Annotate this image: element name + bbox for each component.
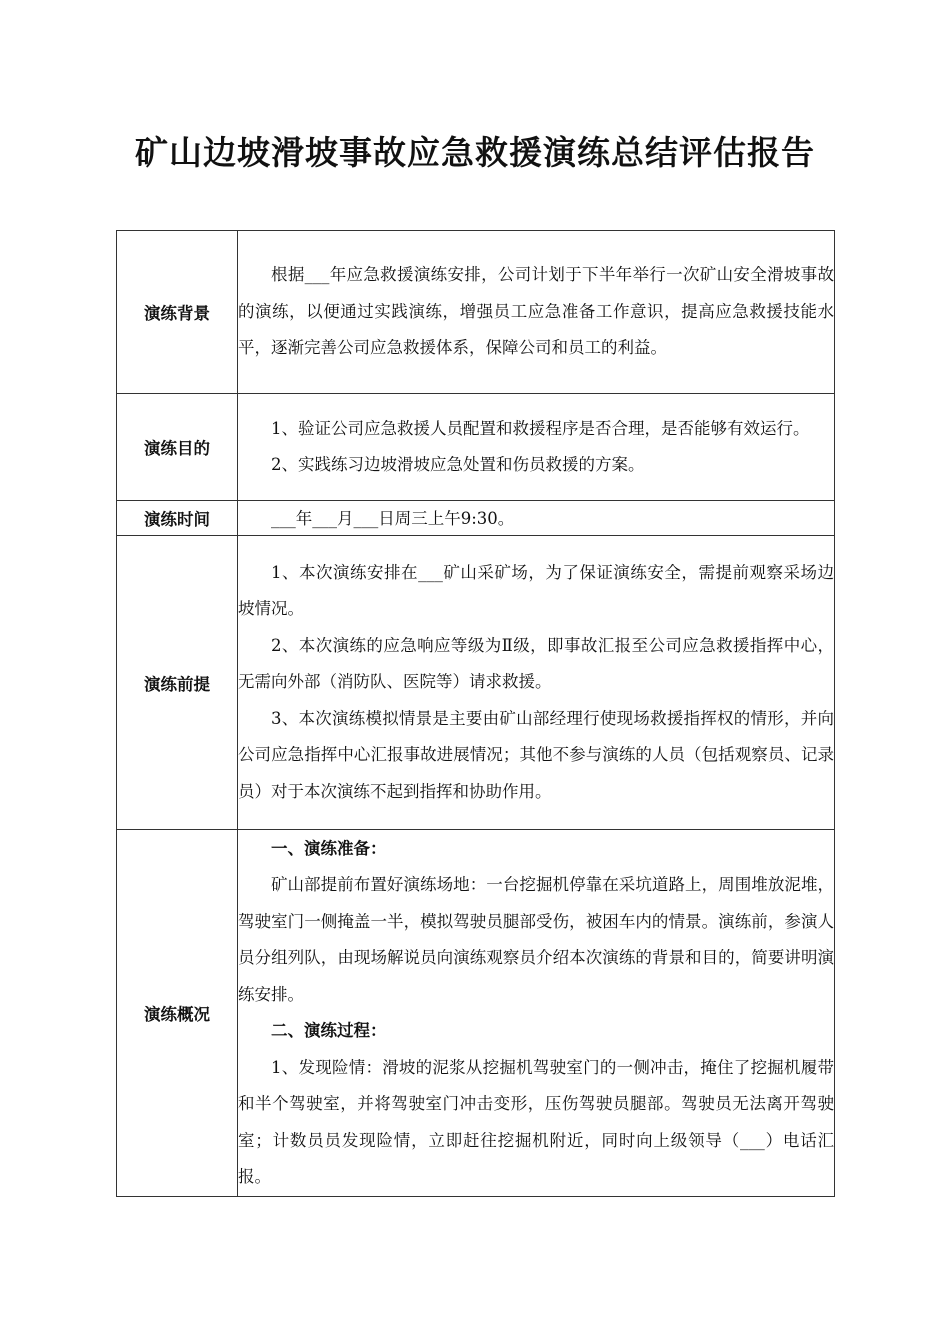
section-heading: 二、演练过程：	[271, 1021, 387, 1040]
content-background	[238, 231, 835, 394]
paragraph: 矿山部提前布置好演练场地：一台挖掘机停靠在采坑道路上，周围堆放泥堆，驾驶室门一侧掩盖一半，模拟驾驶员腿部受伤，被困车内的情景。演练前，参演人员分组列队，由现场解说员向演练观察员介绍本次演练的背景和目的，简要讲明演练安排。	[238, 875, 834, 1004]
content-overview	[238, 830, 835, 1197]
label-overview: 演练概况	[117, 830, 238, 1197]
paragraph: ___年___月___日周三上午9:30。	[271, 508, 515, 528]
section-heading: 一、演练准备：	[271, 838, 387, 858]
content-time	[238, 501, 835, 536]
label-time: 演练时间	[117, 501, 238, 536]
paragraph: 根据___年应急救援演练安排，公司计划于下半年举行一次矿山安全滑坡事故的演练，以便通过实践演练，增强员工应急准备工作意识，提高应急救援技能水平，逐渐完善公司应急救援体系，保障公司和员工的利益。	[238, 265, 834, 358]
row-background	[117, 231, 835, 394]
report-title: 矿山边坡滑坡事故应急救援演练总结评估报告	[135, 133, 815, 172]
content-premise	[238, 536, 835, 830]
content-purpose	[238, 394, 835, 501]
paragraph: 2、本次演练的应急响应等级为Ⅱ级，即事故汇报至公司应急救援指挥中心，无需向外部（消防队、医院等）请求救援。	[238, 635, 834, 692]
paragraph: 1、验证公司应急救援人员配置和救援程序是否合理，是否能够有效运行。	[271, 418, 810, 438]
label-purpose: 演练目的	[117, 394, 238, 501]
row-purpose	[117, 394, 835, 501]
label-background: 演练背景	[117, 231, 238, 394]
label-premise: 演练前提	[117, 536, 238, 830]
row-time	[117, 501, 835, 536]
paragraph: 3、本次演练模拟情景是主要由矿山部经理行使现场救援指挥权的情形，并向公司应急指挥中心汇报事故进展情况；其他不参与演练的人员（包括观察员、记录员）对于本次演练不起到指挥和协助作用。	[238, 708, 834, 801]
paragraph: 2、实践练习边坡滑坡应急处置和伤员救援的方案。	[271, 455, 645, 474]
row-premise	[117, 536, 835, 830]
report-table	[116, 230, 835, 1197]
paragraph: 1、发现险情：滑坡的泥浆从挖掘机驾驶室门的一侧冲击，掩住了挖掘机履带和半个驾驶室，并将驾驶室门冲击变形，压伤驾驶员腿部。驾驶员无法离开驾驶室；计数员员发现险情，立即赶往挖掘机附近，同时向上级领导（___）电话汇报。	[238, 1057, 834, 1186]
paragraph: 1、本次演练安排在___矿山采矿场，为了保证演练安全，需提前观察采场边坡情况。	[238, 562, 834, 619]
row-overview	[117, 830, 835, 1197]
